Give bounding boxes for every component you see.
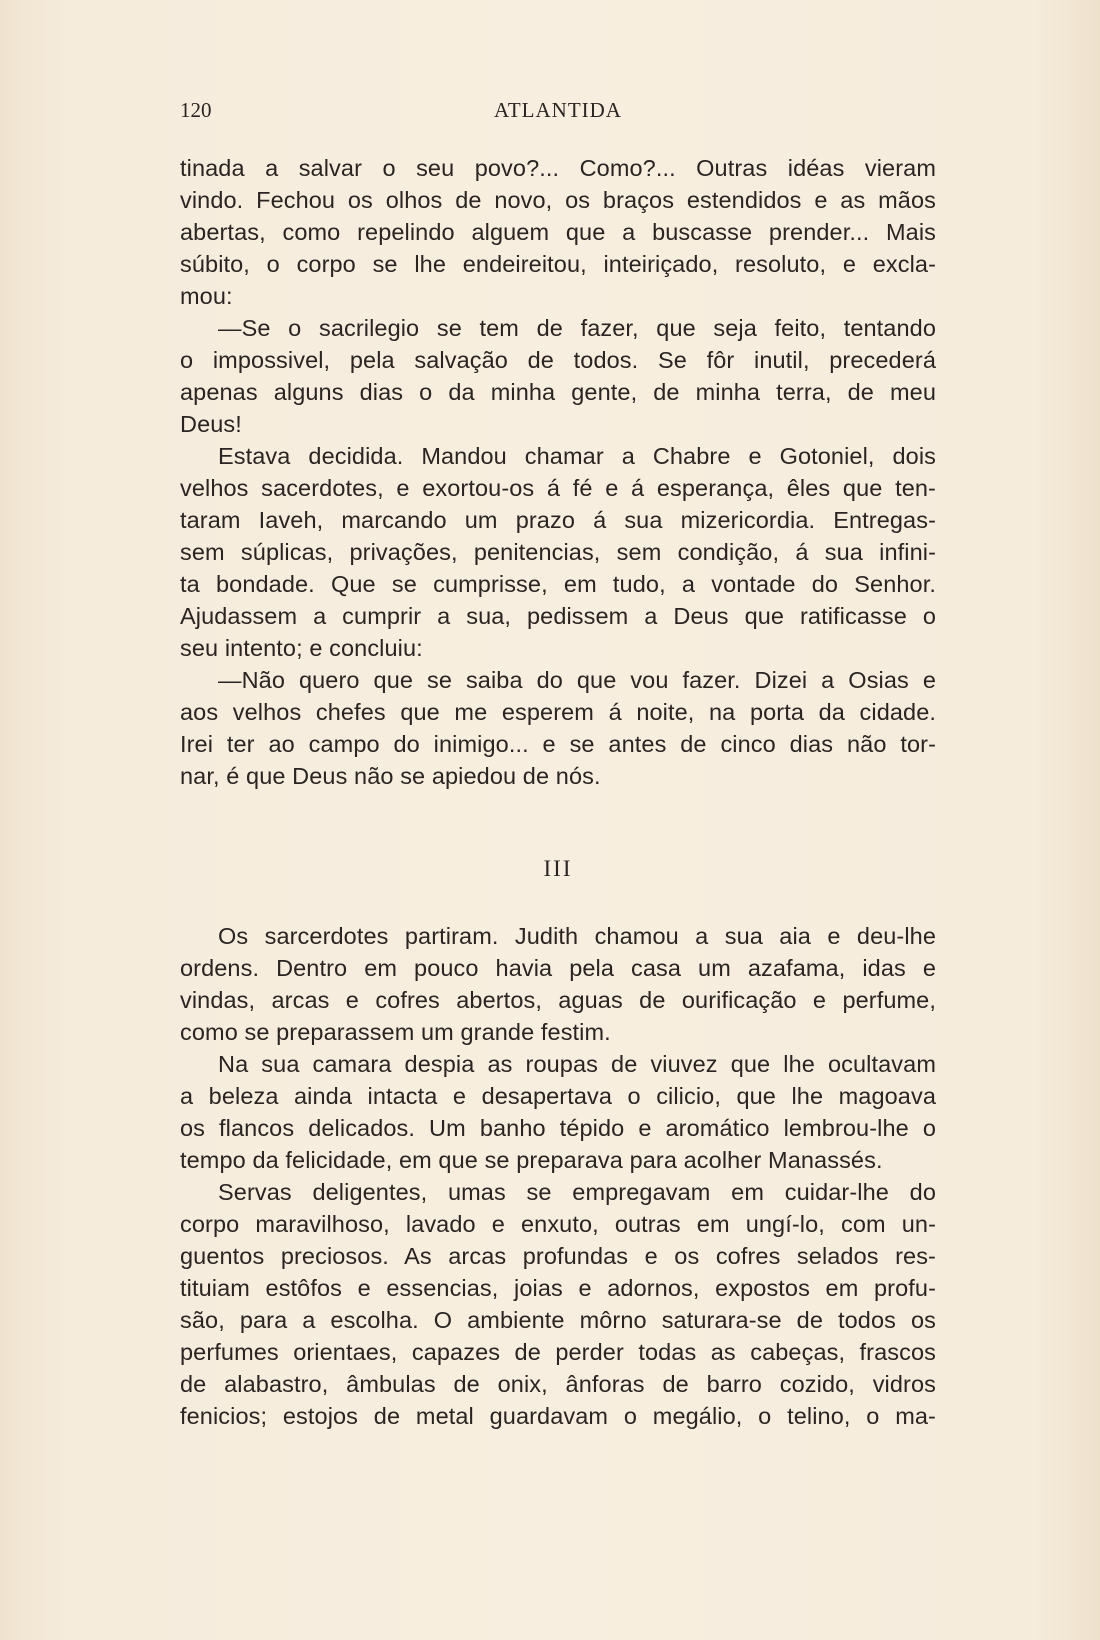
text-line: vindo. Fechou os olhos de novo, os braços estendidos e as mãos: [180, 187, 936, 213]
text-line: apenas alguns dias o da minha gente, de minha terra, de meu: [180, 379, 936, 405]
text-line: de alabastro, âmbulas de onix, ânforas de barro cozido, vidros: [180, 1371, 936, 1397]
text-line: sem súplicas, privações, penitencias, sem condição, á sua infini-: [180, 539, 936, 565]
running-title: ATLANTIDA: [494, 98, 622, 122]
text-line: —Se o sacrilegio se tem de fazer, que seja feito, tentando: [218, 315, 936, 341]
text-line: súbito, o corpo se lhe endeireitou, inteiriçado, resoluto, e excla-: [180, 251, 936, 277]
text-line: Os sarcerdotes partiram. Judith chamou a sua aia e deu-lhe: [218, 923, 936, 949]
page-number: 120: [180, 98, 212, 122]
text-line: Ajudassem a cumprir a sua, pedissem a Deus que ratificasse o: [180, 603, 936, 629]
text-line: fenicios; estojos de metal guardavam o megálio, o telino, o ma-: [180, 1403, 936, 1429]
text-line: seu intento; e concluiu:: [180, 635, 423, 661]
text-line: abertas, como repelindo alguem que a buscasse prender... Mais: [180, 219, 936, 245]
text-line: vindas, arcas e cofres abertos, aguas de ourificação e perfume,: [180, 987, 936, 1013]
running-head: [180, 98, 936, 128]
text-line: ordens. Dentro em pouco havia pela casa um azafama, idas e: [180, 955, 936, 981]
text-line: o impossivel, pela salvação de todos. Se fôr inutil, precederá: [180, 347, 936, 373]
text-line: velhos sacerdotes, e exortou-os á fé e á esperança, êles que ten-: [180, 475, 936, 501]
text-line: são, para a escolha. O ambiente môrno saturara-se de todos os: [180, 1307, 936, 1333]
text-line: ta bondade. Que se cumprisse, em tudo, a vontade do Senhor.: [180, 571, 936, 597]
text-line: Irei ter ao campo do inimigo... e se antes de cinco dias não tor-: [180, 731, 936, 757]
text-line: taram Iaveh, marcando um prazo á sua mizericordia. Entregas-: [180, 507, 936, 533]
text-line: guentos preciosos. As arcas profundas e os cofres selados res-: [180, 1243, 936, 1269]
text-line: Servas deligentes, umas se empregavam em cuidar-lhe do: [218, 1179, 936, 1205]
text-line: tempo da felicidade, em que se preparava para acolher Manassés.: [180, 1147, 883, 1173]
text-line: —Não quero que se saiba do que vou fazer. Dizei a Osias e: [218, 667, 936, 693]
text-line: corpo maravilhoso, lavado e enxuto, outras em ungí-lo, com un-: [180, 1211, 936, 1237]
text-line: os flancos delicados. Um banho tépido e aromático lembrou-lhe o: [180, 1115, 936, 1141]
text-line: Estava decidida. Mandou chamar a Chabre e Gotoniel, dois: [218, 443, 936, 469]
text-line: mou:: [180, 283, 233, 309]
text-line: Na sua camara despia as roupas de viuvez que lhe ocultavam: [218, 1051, 936, 1077]
text-line: tinada a salvar o seu povo?... Como?... Outras idéas vieram: [180, 155, 936, 181]
text-line: como se preparassem um grande festim.: [180, 1019, 611, 1045]
text-line: tituiam estôfos e essencias, joias e adornos, expostos em profu-: [180, 1275, 936, 1301]
text-line: Deus!: [180, 411, 242, 437]
text-line: a beleza ainda intacta e desapertava o cilicio, que lhe magoava: [180, 1083, 936, 1109]
section-heading: III: [543, 856, 573, 881]
text-line: aos velhos chefes que me esperem á noite, na porta da cidade.: [180, 699, 936, 725]
text-line: perfumes orientaes, capazes de perder todas as cabeças, frascos: [180, 1339, 936, 1365]
text-line: nar, é que Deus não se apiedou de nós.: [180, 763, 601, 789]
